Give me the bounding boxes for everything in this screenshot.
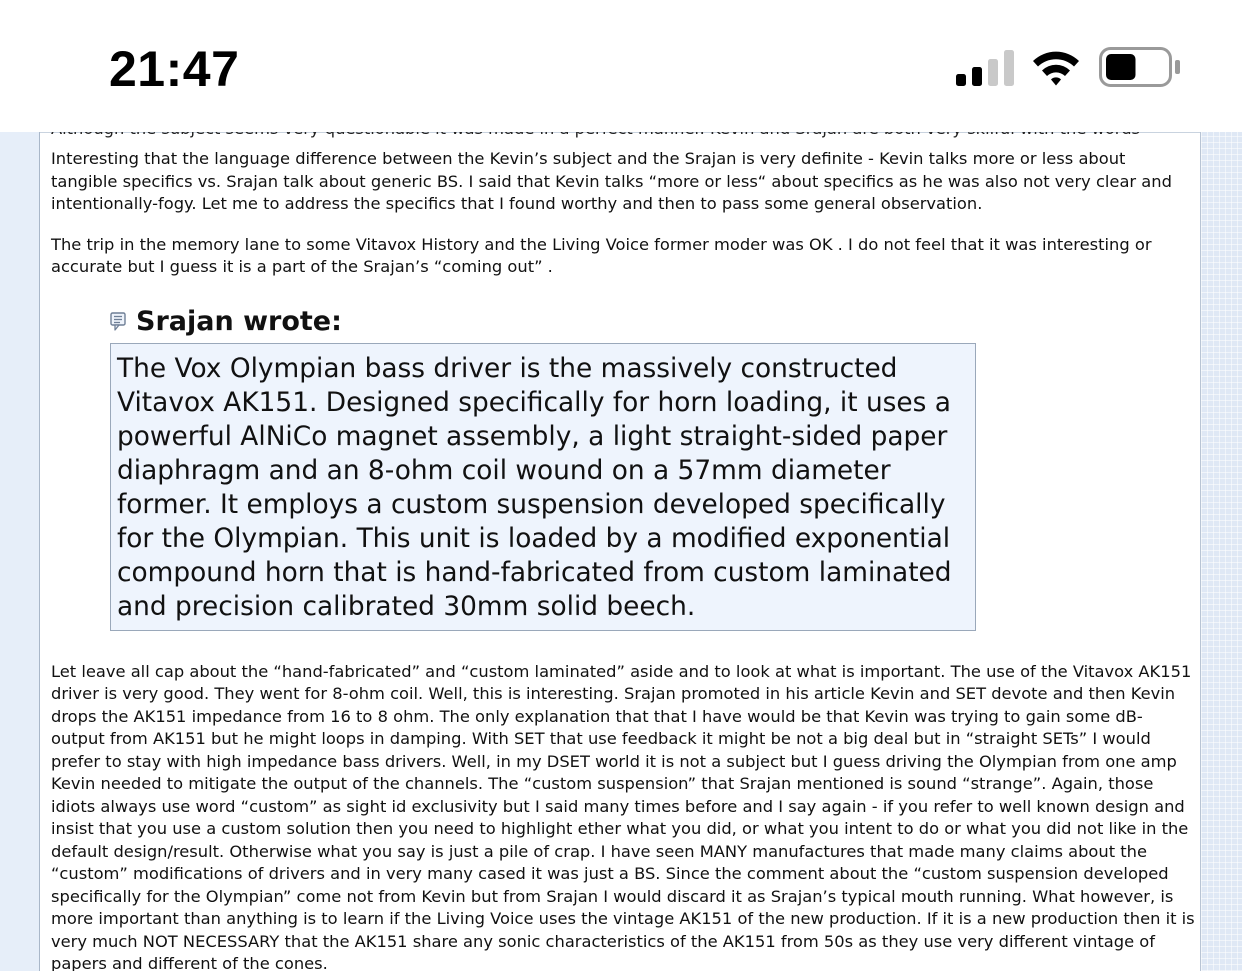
cellular-signal-icon [956,50,1014,86]
quote-author: Srajan wrote: [136,306,342,337]
right-scroll-gutter[interactable] [1200,132,1242,971]
post-paragraph-2: The trip in the memory lane to some Vitavox History and the Living Voice former moder was OK . I do not feel that it was interesting or accurate but I guess it is a part of the Srajan’s “coming out” . [51,234,1152,276]
post-paragraph-1: Interesting that the language difference between the Kevin’s subject and the Srajan is very definite - Kevin talks more or less about tangible specifics vs. Srajan talk about generic BS. I said that Kevin talks “more or less“ about specifics as he was also not very clear and intentionally-fogy. Let me to address the specifics that I found worthy and then to pass some general observation. [51,149,1172,213]
status-bar [0,0,1242,132]
post-paragraph-3: Let leave all cap about the “hand-fabricated” and “custom laminated” aside and to look at what is important. The use of the Vitavox AK151 driver is very good. They went for 8-ohm coil. Well, this is interesting. Srajan promoted in his article Kevin and SET devote and then Kevin drops the AK151 impedance from 16 to 8 ohm. The only explanation that that I have would be that Kevin was trying to gain some dB-output from AK151 but he might loops in damping. With SET that use feedback it might be not a big deal but in “straight SETs” I would prefer to stay with high impedance bass drivers. Well, in my DSET world it is not a subject but I guess driving the Olympian from one amp Kevin needed to mitigate the output of the channels. The “custom suspension” that Srajan mentioned is sound “strange”. Again, those idiots always use word “custom” as sight id exclusivity but I said many times before and I say again - if you refer to well known design and insist that you use a custom solution then you need to highlight ether what you did, or what you intent to do or what you did not like in the default design/result. Otherwise what you say is just a pile of crap. I have seen MANY manufactures that made many claims about the “custom” modifications of drivers and in very many cased it was just a BS. Since the comment about the “custom suspension developed specifically for the Olympian” come not from Kevin but from Srajan I would discard it as Srajan’s typical mouth running. What however, is more important than anything is to learn if the Living Voice uses the vintage AK151 of the new production. If it is a new production then it is very much NOT NECESSARY that the AK151 share any sonic characteristics of the AK151 from 50s as they use very different vintage of papers and different of the cones. [51,661,1195,971]
quote-block [110,303,976,631]
battery-icon [1099,47,1181,87]
quote-icon [110,312,128,332]
quote-header [110,303,976,341]
quote-text: The Vox Olympian bass driver is the massively constructed Vitavox AK151. Designed specifically for horn loading, it uses a powerful AlNiCo magnet assembly, a light straight-sided paper diaphragm and an 8-ohm coil wound on a 57mm diameter former. It employs a custom suspension developed specifically for the Olympian. This unit is loaded by a modified exponential compound horn that is hand-fabricated from custom laminated and precision calibrated 30mm solid beech. [110,343,976,631]
wifi-icon [1031,48,1081,86]
forum-post-body [51,118,1196,971]
status-time: 21:47 [109,41,240,97]
battery-fill [1106,54,1136,80]
left-page-margin [0,132,40,971]
